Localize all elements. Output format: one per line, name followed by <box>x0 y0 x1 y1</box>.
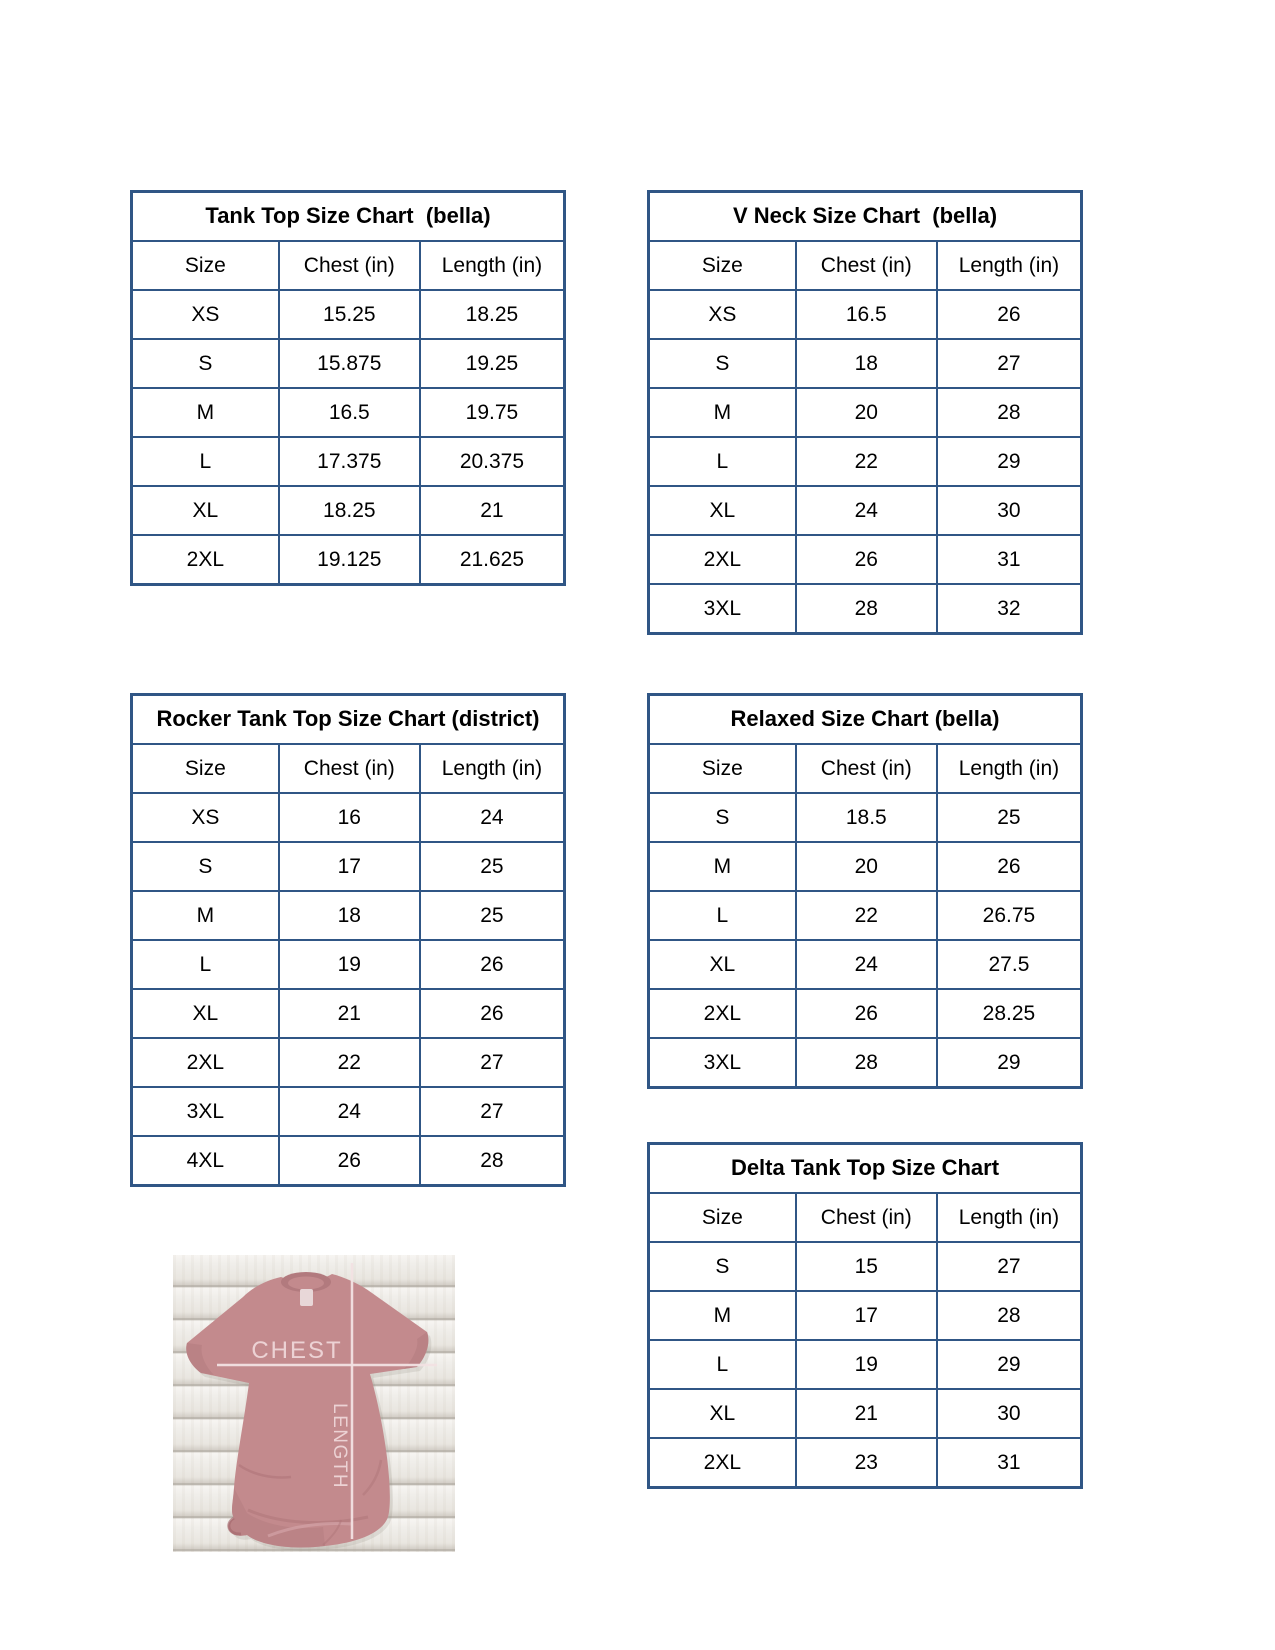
table-cell: 29 <box>937 1340 1082 1389</box>
table-cell: M <box>649 842 796 891</box>
table-title: V Neck Size Chart (bella) <box>649 192 1082 242</box>
table-cell: L <box>132 437 279 486</box>
size-chart-table-rocker-tank-top <box>130 693 566 1187</box>
table-header-row <box>649 1193 1082 1242</box>
table-cell: 20 <box>796 842 937 891</box>
table-title-row <box>649 1144 1082 1194</box>
table-cell: 19.25 <box>420 339 565 388</box>
table-cell: 3XL <box>132 1087 279 1136</box>
table-cell: 26 <box>796 535 937 584</box>
table-cell: 18 <box>796 339 937 388</box>
table-cell: 26.75 <box>937 891 1082 940</box>
table-row <box>132 437 565 486</box>
shirt-measurement-photo <box>173 1255 455 1552</box>
table-cell: M <box>649 388 796 437</box>
table-row <box>132 940 565 989</box>
table-cell: 24 <box>796 486 937 535</box>
table-cell: L <box>649 437 796 486</box>
table-row <box>132 290 565 339</box>
column-header-chest: Chest (in) <box>796 241 937 290</box>
table-cell: 18.25 <box>279 486 420 535</box>
table-cell: 29 <box>937 437 1082 486</box>
table-cell: 26 <box>279 1136 420 1186</box>
table-row <box>132 1038 565 1087</box>
table-row <box>649 388 1082 437</box>
table-cell: M <box>132 891 279 940</box>
table-row <box>649 290 1082 339</box>
table-cell: 27 <box>420 1038 565 1087</box>
table-cell: 32 <box>937 584 1082 634</box>
table-cell: S <box>132 339 279 388</box>
table-cell: XL <box>649 486 796 535</box>
table-cell: 15 <box>796 1242 937 1291</box>
table-cell: S <box>649 1242 796 1291</box>
chest-label: CHEST <box>251 1337 343 1364</box>
table-cell: L <box>649 891 796 940</box>
table-cell: 27 <box>937 339 1082 388</box>
table-cell: 28 <box>796 584 937 634</box>
table-cell: L <box>132 940 279 989</box>
table-cell: 26 <box>796 989 937 1038</box>
table-row <box>132 535 565 585</box>
table-cell: 19 <box>279 940 420 989</box>
table-row <box>132 891 565 940</box>
table-cell: XL <box>649 1389 796 1438</box>
table-cell: S <box>649 339 796 388</box>
column-header-length: Length (in) <box>420 744 565 793</box>
table-cell: 16.5 <box>279 388 420 437</box>
table-cell: 28.25 <box>937 989 1082 1038</box>
table-cell: 24 <box>796 940 937 989</box>
table-cell: 15.875 <box>279 339 420 388</box>
table-cell: 26 <box>420 940 565 989</box>
table-cell: XL <box>132 989 279 1038</box>
column-header-chest: Chest (in) <box>279 744 420 793</box>
table-cell: 26 <box>937 842 1082 891</box>
column-header-length: Length (in) <box>420 241 565 290</box>
table-row <box>649 940 1082 989</box>
table-cell: M <box>132 388 279 437</box>
table-cell: 31 <box>937 1438 1082 1488</box>
table-cell: 19 <box>796 1340 937 1389</box>
table-row <box>649 1291 1082 1340</box>
table-cell: 21.625 <box>420 535 565 585</box>
table-cell: 28 <box>937 1291 1082 1340</box>
column-header-size: Size <box>132 744 279 793</box>
column-header-size: Size <box>132 241 279 290</box>
table-cell: 25 <box>420 842 565 891</box>
table-row <box>649 891 1082 940</box>
table-row <box>649 793 1082 842</box>
column-header-length: Length (in) <box>937 1193 1082 1242</box>
table-title: Rocker Tank Top Size Chart (district) <box>132 695 565 745</box>
table-cell: 17.375 <box>279 437 420 486</box>
table-cell: 27.5 <box>937 940 1082 989</box>
table-cell: 31 <box>937 535 1082 584</box>
table-cell: 2XL <box>132 1038 279 1087</box>
table-cell: 2XL <box>649 989 796 1038</box>
size-chart-table-relaxed <box>647 693 1083 1089</box>
table-cell: 2XL <box>649 1438 796 1488</box>
table-cell: 15.25 <box>279 290 420 339</box>
table-cell: XL <box>649 940 796 989</box>
tshirt-graphic <box>173 1255 455 1552</box>
table-cell: 2XL <box>649 535 796 584</box>
table-cell: 21 <box>420 486 565 535</box>
table-cell: 20.375 <box>420 437 565 486</box>
column-header-size: Size <box>649 744 796 793</box>
column-header-length: Length (in) <box>937 241 1082 290</box>
size-chart-table-delta-tank-top <box>647 1142 1083 1489</box>
table-row <box>649 989 1082 1038</box>
table-title-row <box>649 192 1082 242</box>
table-row <box>649 1389 1082 1438</box>
table-row <box>132 1136 565 1186</box>
table-cell: 22 <box>279 1038 420 1087</box>
table-cell: 21 <box>796 1389 937 1438</box>
table-cell: 23 <box>796 1438 937 1488</box>
table-header-row <box>649 241 1082 290</box>
table-row <box>649 486 1082 535</box>
table-title: Relaxed Size Chart (bella) <box>649 695 1082 745</box>
table-title-row <box>649 695 1082 745</box>
table-cell: 16.5 <box>796 290 937 339</box>
column-header-size: Size <box>649 1193 796 1242</box>
table-row <box>649 842 1082 891</box>
table-header-row <box>649 744 1082 793</box>
table-cell: 20 <box>796 388 937 437</box>
table-title-row <box>132 192 565 242</box>
table-cell: 3XL <box>649 584 796 634</box>
table-row <box>649 584 1082 634</box>
column-header-length: Length (in) <box>937 744 1082 793</box>
table-row <box>132 1087 565 1136</box>
table-row <box>132 388 565 437</box>
table-cell: 25 <box>937 793 1082 842</box>
table-cell: 27 <box>420 1087 565 1136</box>
table-row <box>649 339 1082 388</box>
size-chart-table-tank-top <box>130 190 566 586</box>
column-header-size: Size <box>649 241 796 290</box>
table-cell: 25 <box>420 891 565 940</box>
table-cell: S <box>132 842 279 891</box>
table-row <box>132 989 565 1038</box>
table-cell: 24 <box>279 1087 420 1136</box>
column-header-chest: Chest (in) <box>279 241 420 290</box>
neck-tag <box>300 1289 313 1306</box>
table-header-row <box>132 744 565 793</box>
table-header-row <box>132 241 565 290</box>
collar-inner <box>288 1277 324 1290</box>
table-cell: 26 <box>937 290 1082 339</box>
table-cell: 18 <box>279 891 420 940</box>
column-header-chest: Chest (in) <box>796 744 937 793</box>
table-cell: 26 <box>420 989 565 1038</box>
table-cell: 28 <box>796 1038 937 1088</box>
table-cell: 16 <box>279 793 420 842</box>
table-row <box>649 1242 1082 1291</box>
table-cell: 24 <box>420 793 565 842</box>
table-cell: 27 <box>937 1242 1082 1291</box>
table-cell: L <box>649 1340 796 1389</box>
table-cell: 17 <box>279 842 420 891</box>
table-cell: 28 <box>420 1136 565 1186</box>
table-cell: XS <box>132 290 279 339</box>
table-cell: 18.25 <box>420 290 565 339</box>
table-cell: 3XL <box>649 1038 796 1088</box>
table-cell: 30 <box>937 486 1082 535</box>
table-cell: 21 <box>279 989 420 1038</box>
table-row <box>649 437 1082 486</box>
table-cell: 4XL <box>132 1136 279 1186</box>
table-row <box>649 1038 1082 1088</box>
table-row <box>649 535 1082 584</box>
table-cell: 30 <box>937 1389 1082 1438</box>
size-chart-table-v-neck <box>647 190 1083 635</box>
column-header-chest: Chest (in) <box>796 1193 937 1242</box>
table-row <box>132 793 565 842</box>
table-cell: XS <box>649 290 796 339</box>
table-title-row <box>132 695 565 745</box>
table-cell: XL <box>132 486 279 535</box>
table-row <box>649 1438 1082 1488</box>
table-row <box>132 339 565 388</box>
table-cell: M <box>649 1291 796 1340</box>
table-title: Delta Tank Top Size Chart <box>649 1144 1082 1194</box>
table-cell: 29 <box>937 1038 1082 1088</box>
table-cell: S <box>649 793 796 842</box>
table-cell: 22 <box>796 891 937 940</box>
table-cell: 17 <box>796 1291 937 1340</box>
table-cell: 22 <box>796 437 937 486</box>
table-cell: 28 <box>937 388 1082 437</box>
table-cell: XS <box>132 793 279 842</box>
table-row <box>649 1340 1082 1389</box>
table-cell: 19.125 <box>279 535 420 585</box>
table-cell: 18.5 <box>796 793 937 842</box>
table-title: Tank Top Size Chart (bella) <box>132 192 565 242</box>
table-cell: 19.75 <box>420 388 565 437</box>
length-label: LENGTH <box>329 1403 350 1490</box>
table-cell: 2XL <box>132 535 279 585</box>
table-row <box>132 486 565 535</box>
table-row <box>132 842 565 891</box>
